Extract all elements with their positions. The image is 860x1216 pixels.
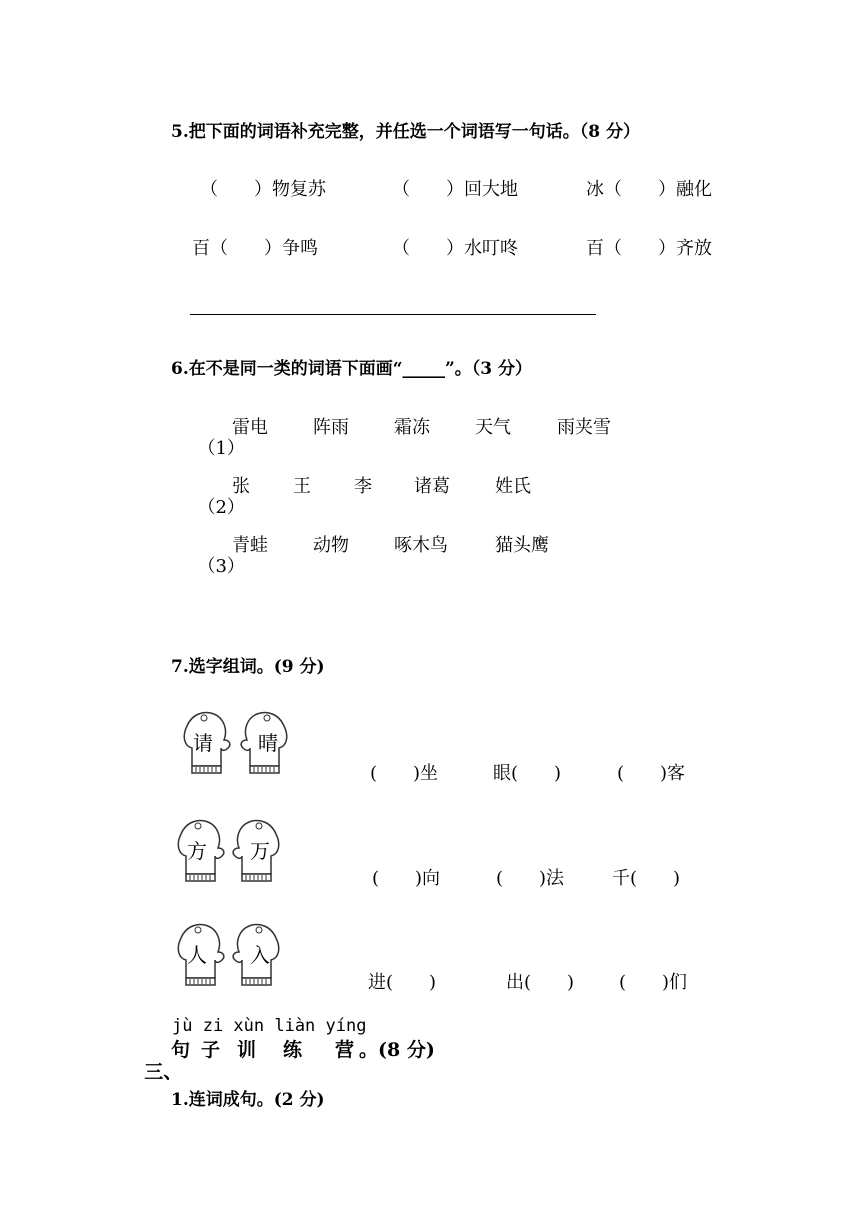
word: 雨夹雪 [557,417,611,438]
word: 天气 [475,417,511,438]
q6-title: 6.在不是同一类的词语下面画“_____”。（3 分） [171,359,533,379]
q8-title: 1.连词成句。(2 分) [171,1090,325,1110]
mitten-char: 人 [187,943,207,967]
word: 动物 [313,535,349,556]
group-number: （1） [197,438,245,459]
section3-pinyin: jù zi xùn liàn yíng [172,1016,367,1036]
word: 猫头鹰 [495,535,549,556]
mitten-char: 晴 [258,731,278,755]
word: 诸葛 [414,476,450,497]
word: 阵雨 [313,417,349,438]
word: 青蛙 [232,535,268,556]
group-number: （2） [197,497,245,518]
mitten-char: 入 [250,943,270,967]
section3-char: 子 [201,1039,221,1061]
section3-char: 训 [237,1039,257,1061]
q7-blank: ( )法 [496,868,565,889]
q5-item-3: 冰（ ）融化 [586,179,712,200]
q7-blank: 出( ) [506,972,575,993]
q7-title: 7.选字组词。(9 分) [171,657,325,677]
q5-item-4: 百（ ）争鸣 [192,238,318,259]
answer-line[interactable] [190,314,596,315]
group-number: （3） [197,556,245,577]
q5-title: 5.把下面的词语补充完整，并任选一个词语写一句话。（8 分） [171,122,640,142]
q7-blank: 千( ) [612,868,681,889]
word: 霜冻 [394,417,430,438]
q7-blank: ( )客 [617,763,686,784]
section3-suffix: 。(8 分) [359,1039,435,1061]
mitten-icon [174,918,229,986]
q7-blank: ( )向 [372,868,441,889]
q7-blank: 进( ) [368,972,437,993]
section3-char: 营 [335,1039,355,1061]
q5-item-1: （ ）物复苏 [200,179,326,200]
mitten-char: 请 [193,731,213,755]
word: 姓氏 [495,476,531,497]
q5-item-6: 百（ ）齐放 [586,238,712,259]
q6-group-3 [186,531,549,662]
mitten-char: 方 [187,839,207,863]
mitten-icon [228,918,283,986]
mitten-icon [228,814,283,882]
word: 张 [232,476,250,497]
q5-item-2: （ ）回大地 [392,179,518,200]
mitten-icon [236,706,291,774]
word: 啄木鸟 [394,535,448,556]
q7-blank: 眼( ) [493,763,562,784]
q7-blank: ( )坐 [370,763,439,784]
word: 李 [354,476,372,497]
word: 王 [293,476,311,497]
section3-char: 练 [283,1039,303,1061]
word: 雷电 [232,417,268,438]
mitten-icon [180,706,235,774]
q5-item-5: （ ）水叮咚 [392,238,518,259]
section3-prefix: 三、 [144,1061,183,1083]
mitten-char: 万 [250,839,270,863]
section3-char: 句 [171,1039,191,1061]
mitten-icon [174,814,229,882]
q7-blank: ( )们 [619,972,688,993]
